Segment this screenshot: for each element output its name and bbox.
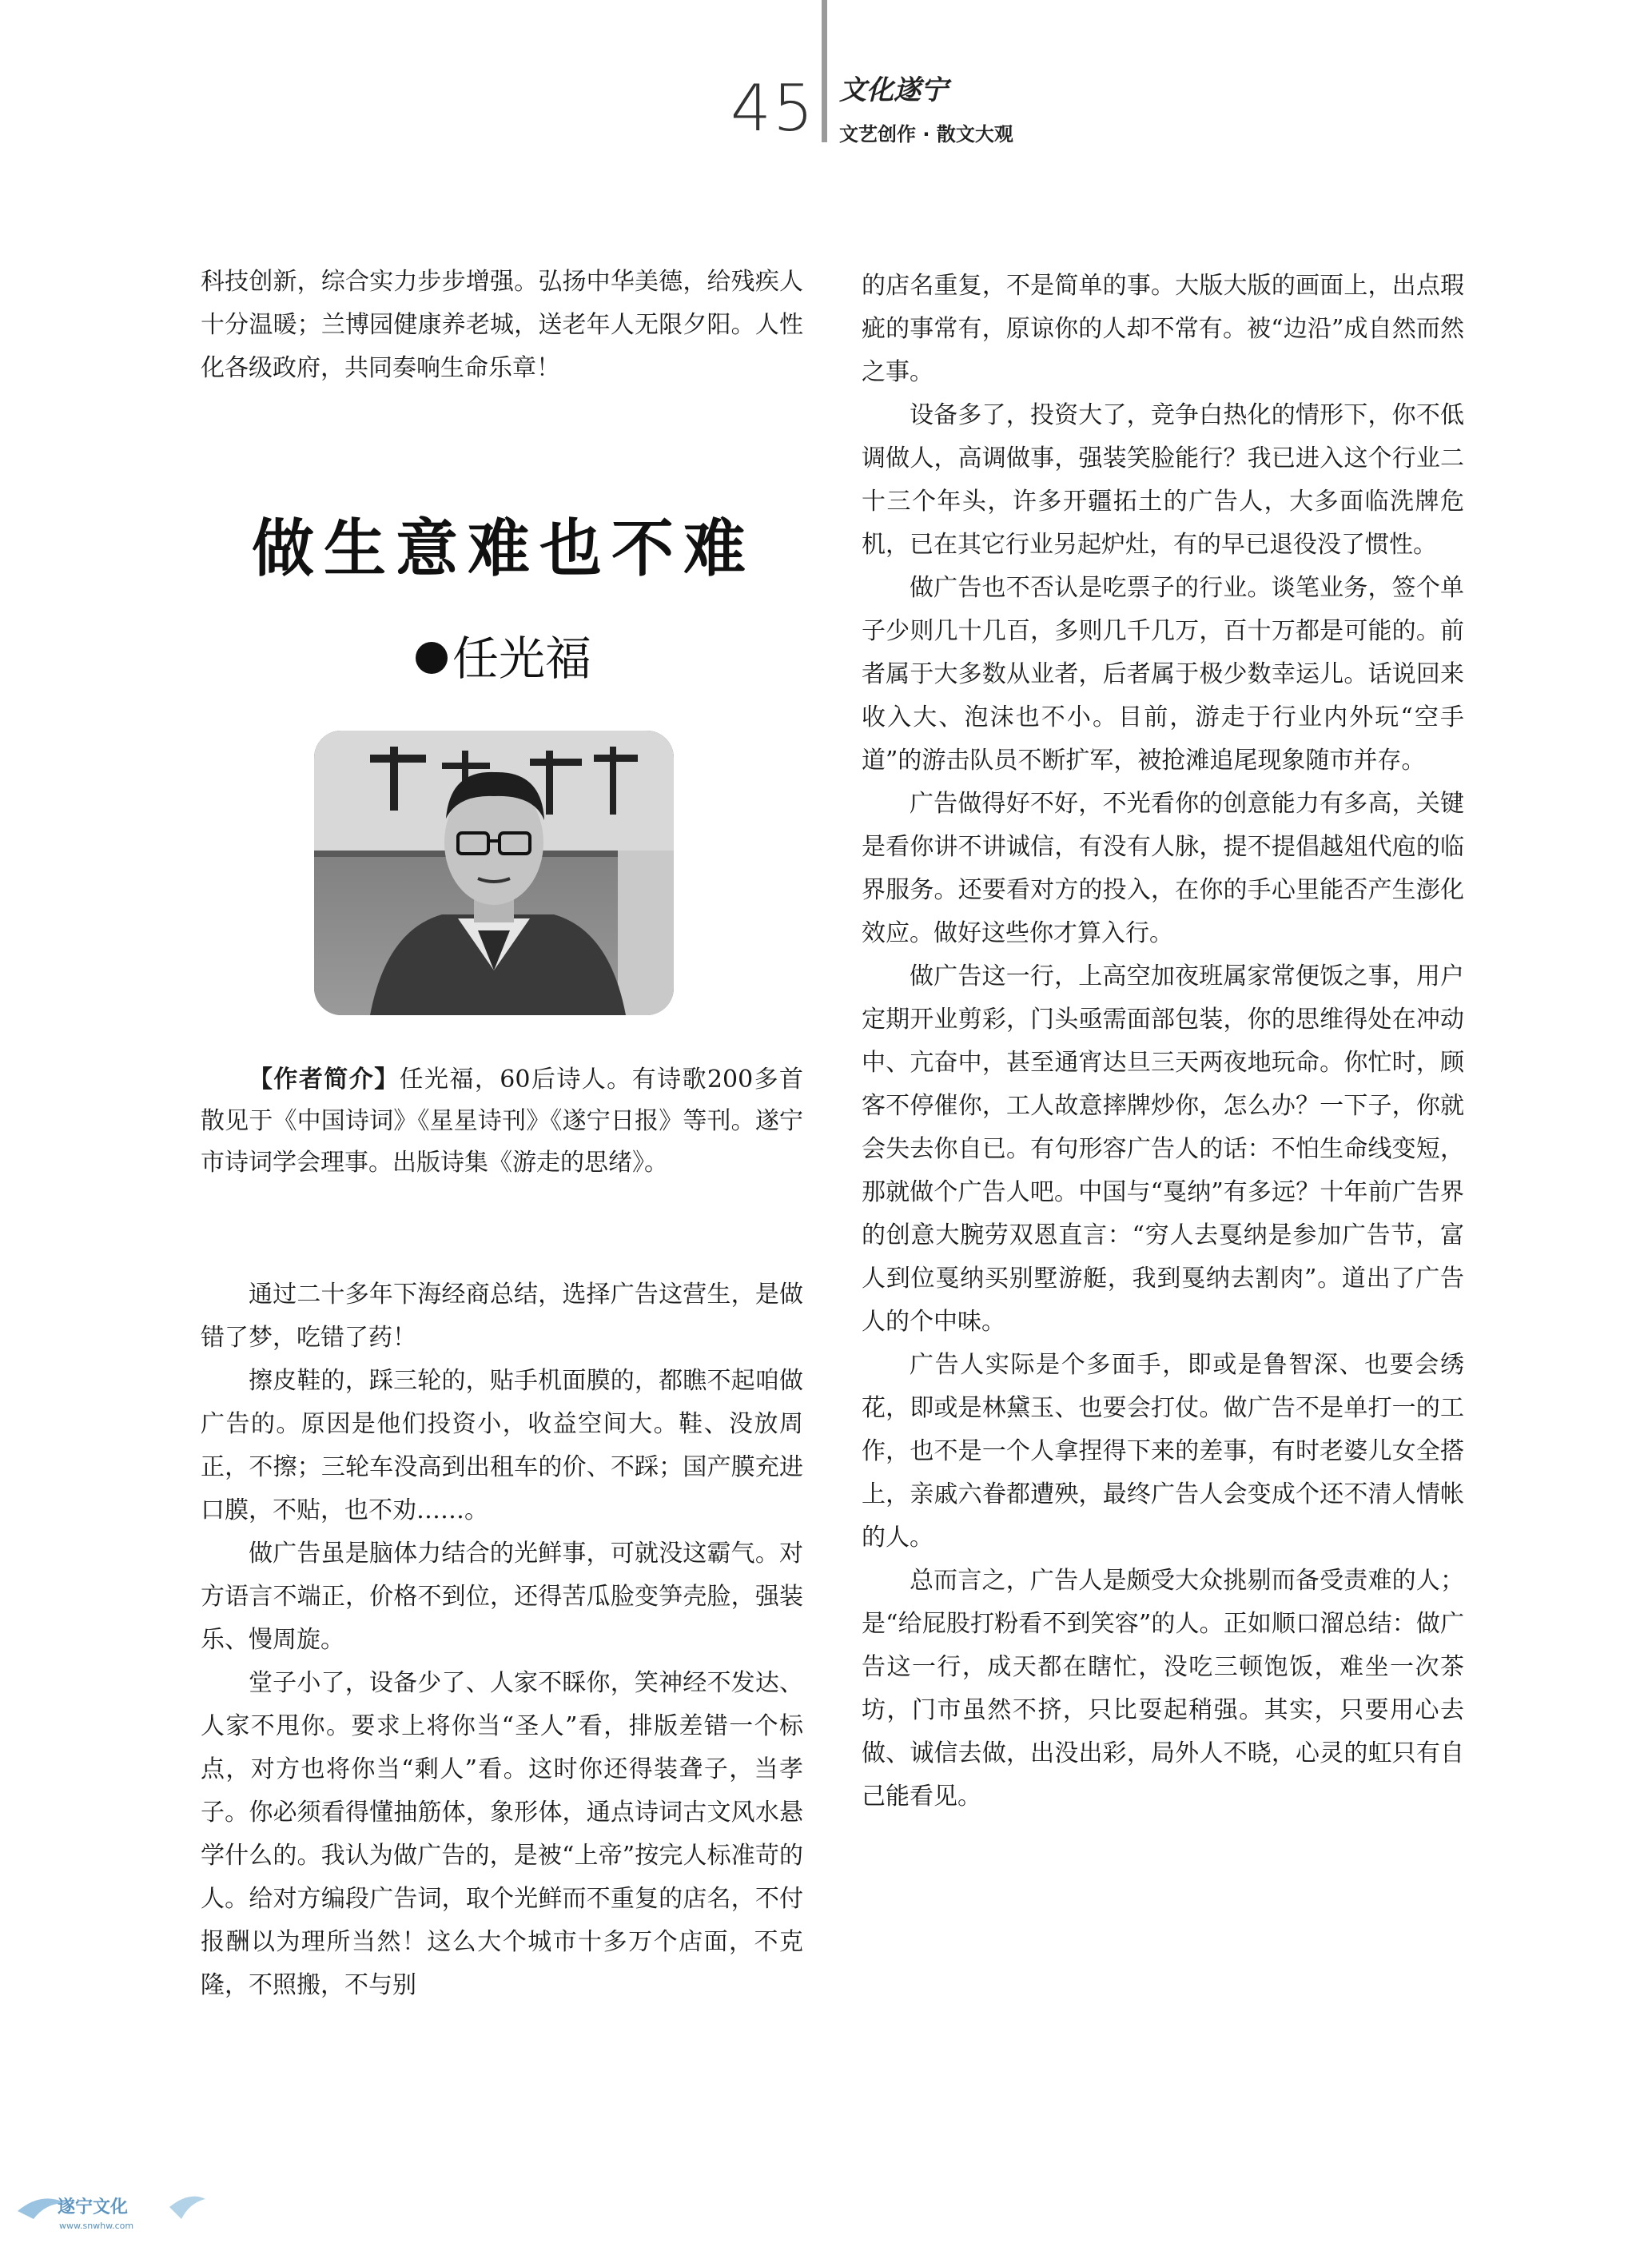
- paragraph: 堂子小了，设备少了、人家不睬你，笑神经不发达、人家不甩你。要求上将你当“圣人”看，排版差错一个标点，对方也将你当“剩人”看。这时你还得装聋子，当孝子。你必须看得懂抽筋体，象形体，通点诗词古文风水悬学什么的。我认为做广告的，是被“上帝”按完人标准苛的人。给对方编段广告词，取个光鲜而不重复的店名，不付报酬以为理所当然！这么大个城市十多万个店面，不克隆，不照搬，不与别: [201, 1669, 803, 1999]
- article-title: 做生意难也不难: [251, 513, 755, 585]
- left-column: [201, 1273, 803, 2007]
- previous-article-ending: [201, 261, 803, 390]
- section-title: 文化遂宁: [839, 74, 948, 106]
- section-subtitle: 文艺创作 · 散文大观: [839, 123, 1013, 145]
- page-number: 45: [730, 71, 815, 145]
- portrait-illustration: [314, 731, 674, 1015]
- header-divider: [822, 0, 827, 142]
- paragraph: 广告做得好不好，不光看你的创意能力有多高，关键是看你讲不讲诚信，有没有人脉，提不提倡越俎代庖的临界服务。还要看对方的投入，在你的手心里能否产生澎化效应。做好这些你才算入行。: [862, 790, 1464, 947]
- right-column: [862, 265, 1464, 1819]
- paragraph: 的店名重复，不是简单的事。大版大版的画面上，出点瑕疵的事常有，原谅你的人却不常有。被“边沿”成自然而然之事。: [862, 272, 1464, 386]
- watermark-url: www.snwhw.com: [59, 2221, 134, 2231]
- paragraph: 科技创新，综合实力步步增强。弘扬中华美德，给残疾人十分温暖；兰博园健康养老城，送老年人无限夕阳。人性化各级政府，共同奏响生命乐章！: [201, 268, 803, 382]
- paragraph: 做广告也不否认是吃票子的行业。谈笔业务，签个单子少则几十几百，多则几千几万，百十万都是可能的。前者属于大多数从业者，后者属于极少数幸运儿。话说回来收入大、泡沫也不小。目前，游走于行业内外玩“空手道”的游击队员不断扩军，被抢滩追尾现象随市并存。: [862, 574, 1464, 775]
- bullet-icon: [416, 642, 448, 674]
- watermark-name: 遂宁文化: [58, 2197, 129, 2217]
- paragraph: 做广告这一行，上高空加夜班属家常便饭之事，用户定期开业剪彩，门头亟需面部包装，你的思维得处在冲动中、亢奋中，甚至通宵达旦三天两夜地玩命。你忙时，顾客不停催你，工人故意摔牌炒你，怎么办？一下子，你就会失去你自已。有句形容广告人的话：不怕生命线变短，那就做个广告人吧。中国与“戛纳”有多远？十年前广告界的创意大腕劳双恩直言：“穷人去戛纳是参加广告节，富人到位戛纳买别墅游艇，我到戛纳去割肉”。道出了广告人的个中味。: [862, 962, 1464, 1336]
- watermark-logo: [10, 2187, 209, 2235]
- paragraph: 通过二十多年下海经商总结，选择广告这营生，是做错了梦，吃错了药！: [201, 1281, 803, 1352]
- paragraph: 做广告虽是脑体力结合的光鲜事，可就没这霸气。对方语言不端正，价格不到位，还得苦瓜脸变笋壳脸，强装乐、慢周旋。: [201, 1540, 803, 1654]
- author-photo: [314, 731, 674, 1015]
- bio-label: 【作者简介】: [249, 1066, 400, 1094]
- paragraph: 设备多了，投资大了，竞争白热化的情形下，你不低调做人，高调做事，强装笑脸能行？我已进入这个行业二十三个年头，许多开疆拓土的广告人，大多面临洗牌危机，已在其它行业另起炉灶，有的早已退役没了惯性。: [862, 401, 1464, 559]
- paragraph: 擦皮鞋的，踩三轮的，贴手机面膜的，都瞧不起咱做广告的。原因是他们投资小，收益空间大。鞋、没放周正，不擦；三轮车没高到出租车的价、不踩；国产膜充进口膜，不贴，也不劝……。: [201, 1367, 803, 1524]
- author-name: 任光福: [452, 631, 591, 686]
- paragraph: 广告人实际是个多面手，即或是鲁智深、也要会绣花，即或是林黛玉、也要会打仗。做广告不是单打一的工作，也不是一个人拿捏得下来的差事，有时老婆儿女全搭上，亲戚六眷都遭殃，最终广告人会变成个还不清人情帐的人。: [862, 1351, 1464, 1552]
- bio-text: 任光福，60后诗人。有诗歌200多首散见于《中国诗词》《星星诗刊》《遂宁日报》等刊。遂宁市诗词学会理事。出版诗集《游走的思绪》。: [201, 1066, 804, 1177]
- paragraph: 总而言之，广告人是颇受大众挑剔而备受责难的人；是“给屁股打粉看不到笑容”的人。正如顺口溜总结：做广告这一行，成天都在瞎忙，没吃三顿饱饭，难坐一次茶坊，门市虽然不挤，只比耍起稍强。其实，只要用心去做、诚信去做，出没出彩，局外人不晓，心灵的虹只有自己能看见。: [862, 1567, 1464, 1811]
- author-bio: [201, 1059, 803, 1184]
- author-byline: [200, 631, 807, 686]
